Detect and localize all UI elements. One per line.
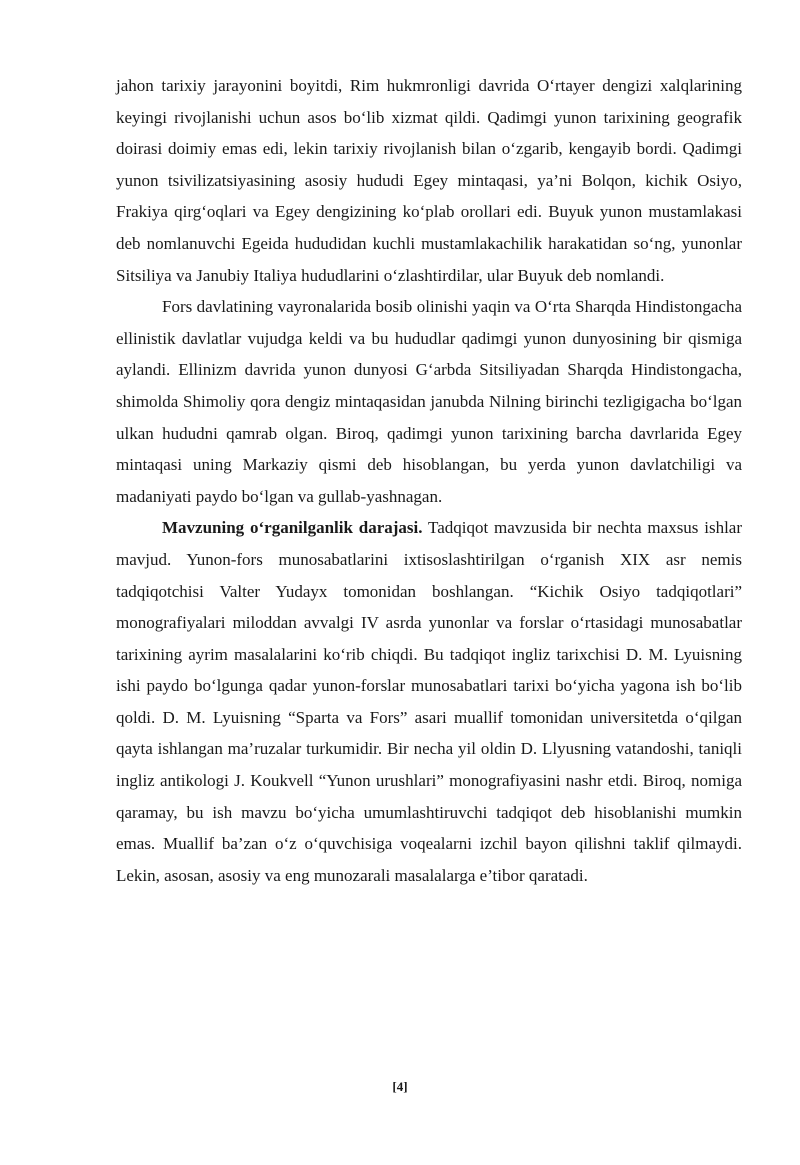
body-paragraph: jahon tarixiy jarayonini boyitdi, Rim hukmronligi davrida O‘rtayer dengizi xalqlarining keyingi rivojlanishi uchun asos bo‘lib xizmat qildi. Qadimgi yunon tarixining geografik doirasi doimiy emas edi, lekin tarixiy rivojlanish bilan o‘zgarib, kengayib bordi. Qadimgi yunon tsivilizatsiyasining asosiy hududi Egey mintaqasi, ya’ni Bolqon, kichik Osiyo, Frakiya qirg‘oqlari va Egey dengizining ko‘plab orollari edi. Buyuk yunon mustamlakasi deb nomlanuvchi Egeida hududidan kuchli mustamlakachilik harakatidan so‘ng, yunonlar Sitsiliya va Janubiy Italiya hududlarini o‘zlashtirdilar, ular Buyuk deb nomlandi. bbox=[116, 76, 742, 285]
paragraph-text: Tadqiqot mavzusida bir nechta maxsus ishlar mavjud. Yunon-fors munosabatlarini ixtisoslashtirilgan o‘rganish XIX asr nemis tadqiqotchisi Valter Yudayx tomonidan boshlangan. “Kichik Osiyo tadqiqotlari” monografiyalari miloddan avvalgi IV asrda yunonlar va forslar o‘rtasidagi munosabatlar tarixining ayrim masalalarini ko‘rib chiqdi. Bu tadqiqot ingliz tarixchisi D. M. Lyuisning ishi paydo bo‘lgunga qadar yunon-forslar munosabatlari tarixi bo‘yicha yagona ish bo‘lib qoldi. D. M. Lyuisning “Sparta va Fors” asari muallif tomonidan universitetda o‘qilgan qayta ishlangan ma’ruzalar turkumidir. Bir necha yil oldin D. Llyusning vatandoshi, taniqli ingliz antikologi J. Koukvell “Yunon urushlari” monografiyasini nashr etdi. Biroq, nomiga qaramay, bu ish mavzu bo‘yicha umumlashtiruvchi tadqiqot deb hisoblanishi mumkin emas. Muallif ba’zan o‘z o‘quvchisiga voqealarni izchil bayon qilishni taklif qilmaydi. Lekin, asosan, asosiy va eng munozarali masalalarga e’tibor qaratadi. bbox=[116, 518, 743, 885]
body-paragraph bbox=[116, 512, 742, 891]
page-number: [4] bbox=[392, 1079, 408, 1094]
section-heading: Mavzuning o‘rganilganlik darajasi. bbox=[162, 518, 423, 538]
body-paragraph: Fors davlatining vayronalarida bosib olinishi yaqin va O‘rta Sharqda Hindistongacha ellinistik davlatlar vujudga keldi va bu hududlar qadimgi yunon dunyosining bir qismiga aylandi. Ellinizm davrida yunon dunyosi G‘arbda Sitsiliyadan Sharqda Hindistongacha, shimolda Shimoliy qora dengiz mintaqasidan janubda Nilning birinchi tezligigacha bo‘lgan ulkan hududni qamrab olgan. Biroq, qadimgi yunon tarixining barcha davrlarida Egey mintaqasi uning Markaziy qismi deb hisoblangan, bu yerda yunon davlatchiligi va madaniyati paydo bo‘lgan va gullab-yashnagan. bbox=[116, 297, 742, 506]
document-page bbox=[116, 70, 742, 891]
